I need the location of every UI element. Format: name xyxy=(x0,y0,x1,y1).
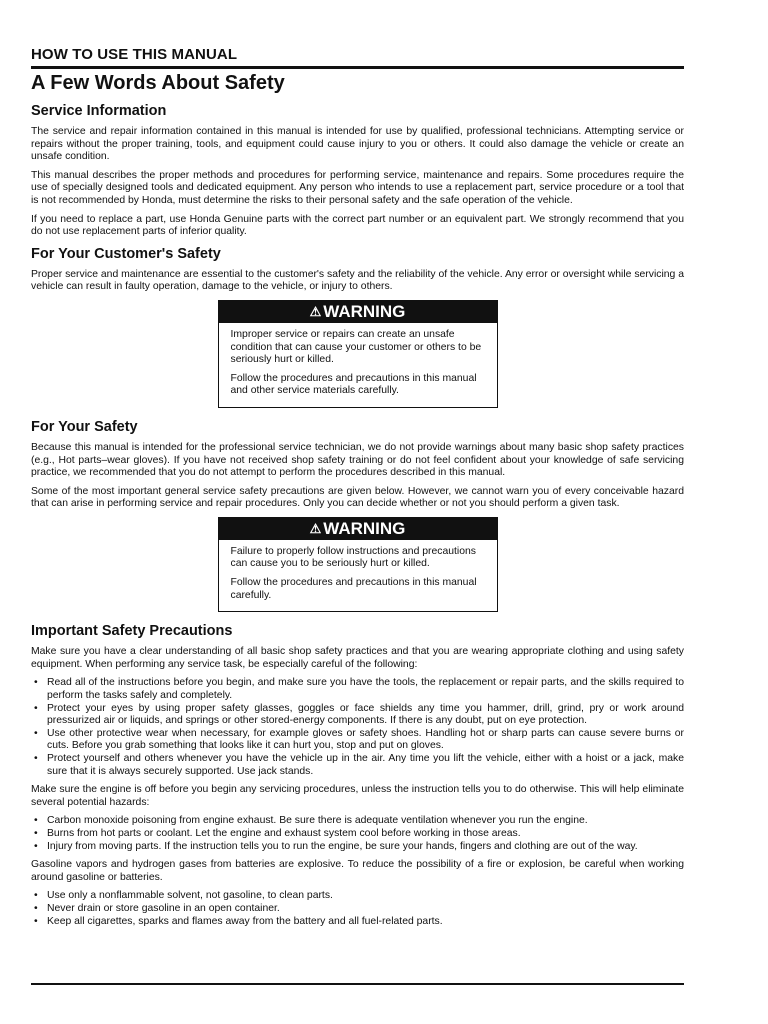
heading-safety-precautions: Important Safety Precautions xyxy=(31,623,233,640)
warning-box xyxy=(218,300,498,408)
list-item: • Protect yourself and others whenever you have the vehicle up in the air. Any time you lift the vehicle, either with a hoist or a jack, make sure that it is always securely supported. Use jack stands. xyxy=(31,753,684,778)
list-item: • Never drain or store gasoline in an open container. xyxy=(31,903,684,916)
list-item: • Protect your eyes by using proper safety glasses, goggles or face shields any time you hammer, drill, grind, pry or work around pressurized air or liquids, and springs or other stored-energy components. If there is any doubt, put on eye protection. xyxy=(31,703,684,728)
list-item: • Carbon monoxide poisoning from engine exhaust. Be sure there is adequate ventilation whenever you run the engine. xyxy=(31,815,684,828)
warning-header xyxy=(219,518,497,540)
paragraph: Some of the most important general service safety precautions are given below. However, we cannot warn you of every conceivable hazard that can arise in performing service and repair procedures. Only you can decide whether or not you should perform a given task. xyxy=(31,485,684,510)
bullet-list xyxy=(31,890,684,928)
top-divider xyxy=(31,66,684,69)
paragraph: Make sure you have a clear understanding of all basic shop safety practices and that you are wearing appropriate clothing and using safety equipment. When performing any service task, be especially careful of the following: xyxy=(31,646,684,670)
paragraph: Gasoline vapors and hydrogen gases from batteries are explosive. To reduce the possibility of a fire or explosion, be careful when working around gasoline or batteries. xyxy=(31,859,684,883)
list-item: • Keep all cigarettes, sparks and flames away from the battery and all fuel-related parts. xyxy=(31,916,684,929)
list-item: • Burns from hot parts or coolant. Let the engine and exhaust system cool before working in those areas. xyxy=(31,828,684,841)
warning-label: WARNING xyxy=(323,518,406,538)
bullet-list xyxy=(31,815,684,853)
page-title: A Few Words About Safety xyxy=(31,72,285,94)
warning-text: Follow the procedures and precautions in this manual carefully. xyxy=(230,577,477,601)
warning-label: WARNING xyxy=(323,301,406,321)
warning-text: Follow the procedures and precautions in this manual and other service materials carefully. xyxy=(230,372,477,397)
warning-body xyxy=(219,540,497,611)
warning-box xyxy=(218,517,498,612)
heading-customer-safety: For Your Customer's Safety xyxy=(31,245,221,262)
section-header: HOW TO USE THIS MANUAL xyxy=(31,46,238,63)
warning-body xyxy=(219,323,497,407)
list-item: • Use other protective wear when necessary, for example gloves or safety shoes. Handling hot or sharp parts can cause severe burns or cuts. Before you grab something that looks like it can hurt you, stop and put on gloves. xyxy=(31,728,684,753)
heading-your-safety: For Your Safety xyxy=(31,418,138,435)
warning-text: Improper service or repairs can create an unsafe condition that can cause your customer or others to be seriously hurt or killed. xyxy=(230,328,482,366)
paragraph: Because this manual is intended for the professional service technician, we do not provide warnings about many basic shop safety practices (e.g., Hot parts–wear gloves). If you have not received shop safety training or do not feel confident about your knowledge of safe servicing practice, we recommended that you do not attempt to perform the procedures described in this manual. xyxy=(31,441,684,479)
bullet-list xyxy=(31,677,684,778)
list-item: • Use only a nonflammable solvent, not gasoline, to clean parts. xyxy=(31,890,684,903)
paragraph: This manual describes the proper methods and procedures for performing service, maintenance and repairs. Some procedures require the use of specially designed tools and dedicated equipment. Any person who intends to use a replacement part, service procedure or a tool that is not recommended by Honda, must determine the risks to their personal safety and the safe operation of the vehicle. xyxy=(31,169,684,206)
paragraph: The service and repair information contained in this manual is intended for use by qualified, professional technicians. Attempting service or repairs without the proper training, tools, and equipment could cause injury to you or others. It could also damage the vehicle or create an unsafe condition. xyxy=(31,126,684,163)
bottom-divider xyxy=(31,983,684,985)
warning-triangle-icon: ⚠ xyxy=(309,520,322,536)
paragraph: Make sure the engine is off before you begin any servicing procedures, unless the instruction tells you to do otherwise. This will help eliminate several potential hazards: xyxy=(31,784,684,808)
paragraph: Proper service and maintenance are essential to the customer's safety and the reliability of the vehicle. Any error or oversight while servicing a vehicle can result in faulty operation, damage to the vehicle, or injury to others. xyxy=(31,268,684,293)
warning-header xyxy=(219,301,497,323)
list-item: • Injury from moving parts. If the instruction tells you to run the engine, be sure your hands, fingers and clothing are out of the way. xyxy=(31,841,684,854)
page-content xyxy=(31,70,684,934)
warning-triangle-icon: ⚠ xyxy=(309,303,322,319)
warning-text: Failure to properly follow instructions and precautions can cause you to be seriously hurt or killed. xyxy=(230,545,476,570)
list-item: • Read all of the instructions before you begin, and make sure you have the tools, the replacement or repair parts, and the skills required to perform the tasks safely and completely. xyxy=(31,677,684,702)
heading-service-information: Service Information xyxy=(31,103,167,119)
paragraph: If you need to replace a part, use Honda Genuine parts with the correct part number or an equivalent part. We strongly recommend that you do not use replacement parts of inferior quality. xyxy=(31,213,684,238)
